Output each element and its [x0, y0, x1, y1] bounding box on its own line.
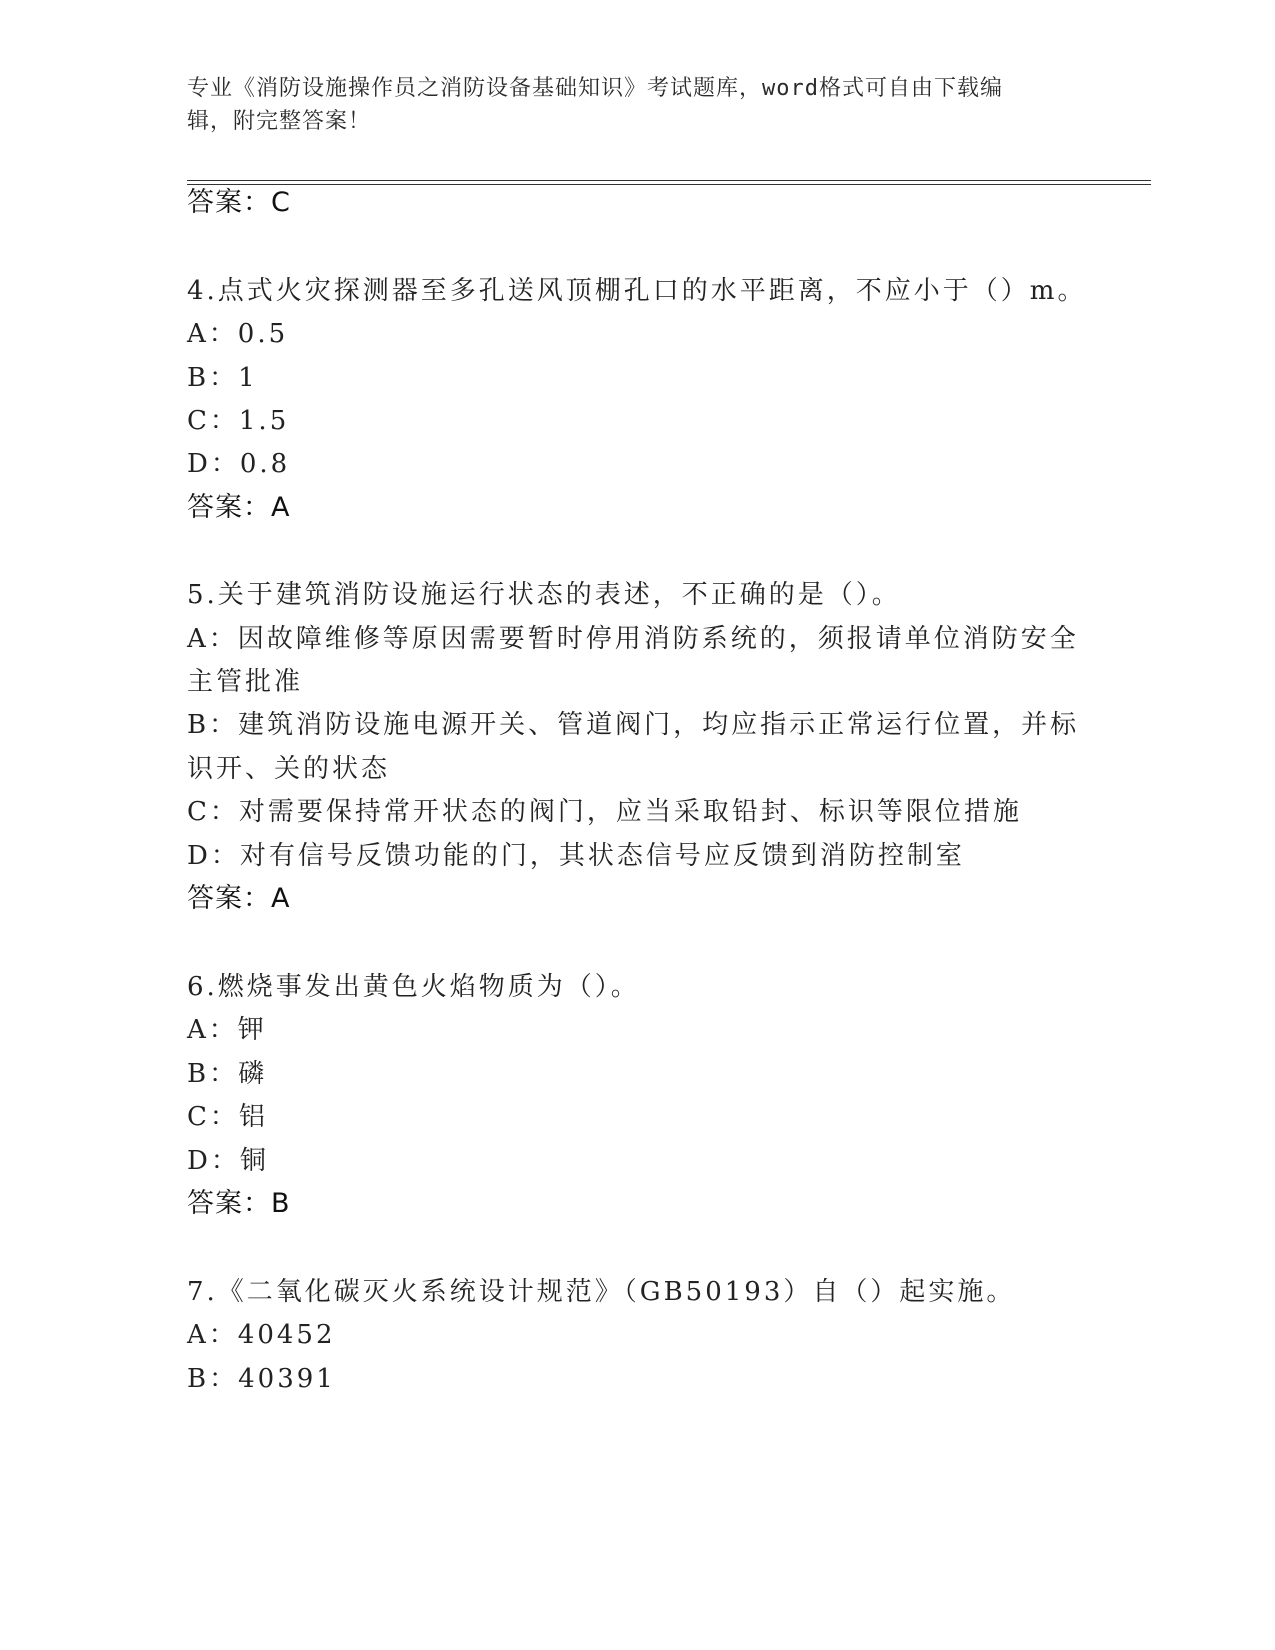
question-4-answer: 答案：A	[187, 492, 291, 523]
question-6-option-a: A：钾	[187, 1015, 267, 1045]
question-7-option-a: A：40452	[187, 1320, 336, 1350]
question-6-option-b: B：磷	[187, 1059, 268, 1089]
question-4-option-b: B：1	[187, 363, 258, 393]
document-header	[187, 72, 1067, 138]
question-5-stem: 5.关于建筑消防设施运行状态的表述，不正确的是（）。	[187, 580, 901, 610]
question-7-stem: 7.《二氧化碳灭火系统设计规范》（GB50193）自（）起实施。	[187, 1277, 1016, 1307]
question-5-option-b: B：建筑消防设施电源开关、管道阀门，均应指示正常运行位置，并标	[187, 710, 1080, 740]
header-line-2: 辑，附完整答案！	[187, 109, 372, 134]
question-6-option-c: C：铝	[187, 1102, 268, 1132]
question-5-option-b-cont: 识开、关的状态	[187, 754, 391, 784]
header-line-1: 专业《消防设施操作员之消防设备基础知识》考试题库，word格式可自由下载编	[187, 76, 1003, 101]
question-5-answer: 答案：A	[187, 883, 291, 914]
question-4-option-a: A：0.5	[187, 319, 289, 349]
header-divider-bottom	[187, 184, 1151, 185]
question-5-option-a: A：因故障维修等原因需要暂时停用消防系统的，须报请单位消防安全	[187, 624, 1079, 654]
question-5-option-a-cont: 主管批准	[187, 667, 304, 697]
question-6-option-d: D：铜	[187, 1146, 269, 1176]
question-4-option-c: C：1.5	[187, 406, 290, 436]
question-4-stem: 4.点式火灾探测器至多孔送风顶棚孔口的水平距离，不应小于（）m。	[187, 276, 1087, 306]
question-5-option-d: D：对有信号反馈功能的门，其状态信号应反馈到消防控制室	[187, 841, 965, 871]
question-7-option-b: B：40391	[187, 1364, 336, 1394]
header-divider-top	[187, 180, 1151, 181]
question-5-option-c: C：对需要保持常开状态的阀门，应当采取铅封、标识等限位措施	[187, 797, 1022, 827]
question-6-answer: 答案：B	[187, 1188, 291, 1219]
question-6-stem: 6.燃烧事发出黄色火焰物质为（）。	[187, 972, 640, 1002]
prev-answer: 答案：C	[187, 187, 291, 218]
question-4-option-d: D：0.8	[187, 449, 291, 479]
